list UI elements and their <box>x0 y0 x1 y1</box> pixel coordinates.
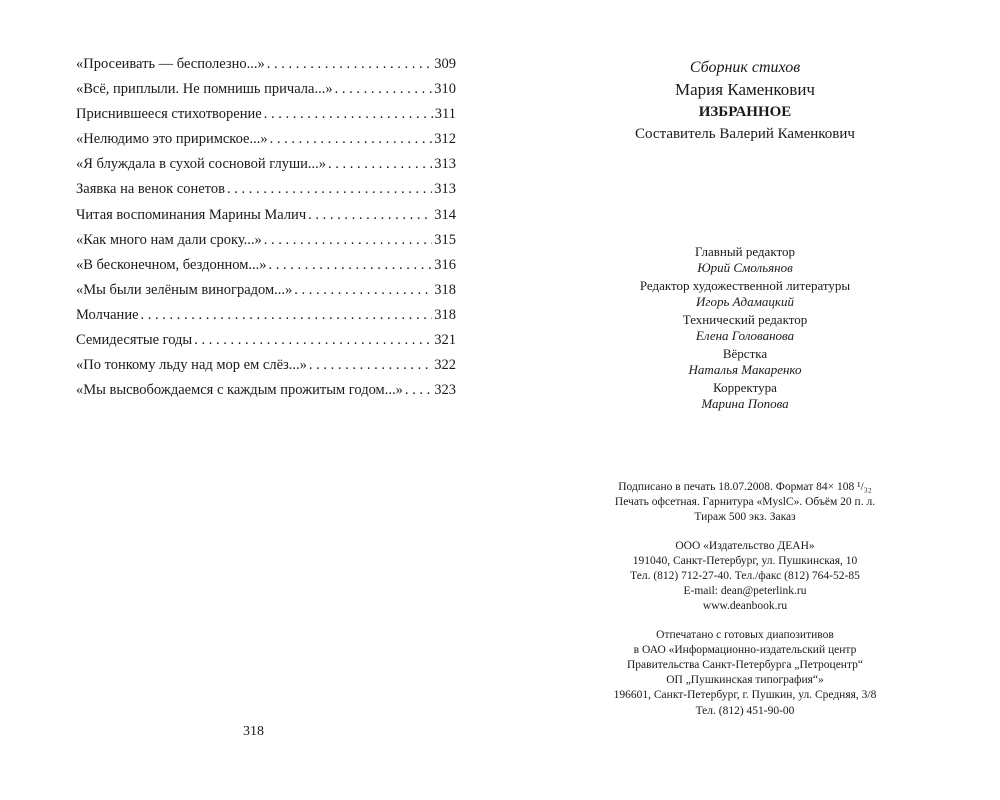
toc-entry <box>76 282 456 307</box>
toc-entry-page: 323 <box>434 382 456 399</box>
toc-entry <box>76 307 456 332</box>
dot-leader <box>194 332 432 349</box>
credit-entry <box>590 380 900 411</box>
toc-entry-title: Семидесятые годы <box>76 332 193 349</box>
toc-entry-page: 318 <box>434 306 456 323</box>
publisher-info <box>590 539 900 615</box>
toc-entry-title: «В бесконечном, бездонном...» <box>76 256 267 273</box>
table-of-contents <box>76 56 456 407</box>
toc-entry <box>76 131 456 156</box>
toc-entry <box>76 181 456 206</box>
toc-entry-title: Молчание <box>76 306 139 323</box>
toc-entry-title: «Мы были зелёным виноградом...» <box>76 281 293 298</box>
dot-leader <box>227 181 432 198</box>
dot-leader <box>308 207 432 224</box>
credit-entry <box>590 346 900 377</box>
toc-entry-page: 310 <box>434 81 456 98</box>
dot-leader <box>141 307 433 324</box>
toc-entry <box>76 56 456 81</box>
dot-leader <box>270 131 433 148</box>
toc-entry <box>76 156 456 181</box>
credit-entry <box>590 278 900 309</box>
toc-entry-page: 312 <box>434 131 456 148</box>
imprint-line: ОП „Пушкинская типография“» <box>666 674 824 687</box>
dot-leader <box>335 81 433 98</box>
credit-role: Редактор художественной литературы <box>639 278 851 293</box>
toc-entry <box>76 81 456 106</box>
imprint-line: Печать офсетная. Гарнитура «MyslC». Объём 20 п. л. <box>614 496 876 509</box>
credit-name: Наталья Макаренко <box>688 361 802 377</box>
toc-entry-title: «Я блуждала в сухой сосновой глуши...» <box>76 156 327 173</box>
dot-leader <box>269 257 433 274</box>
toc-entry-title: Читая воспоминания Марины Малич <box>76 206 307 223</box>
imprint-line: в ОАО «Информационно-издательский центр <box>633 643 857 656</box>
toc-entry <box>76 382 456 407</box>
toc-entry-page: 313 <box>434 181 456 198</box>
imprint-line: Тел. (812) 451-90-00 <box>695 704 795 717</box>
imprint-line: 191040, Санкт-Петербург, ул. Пушкинская, 10 <box>632 554 858 567</box>
toc-entry <box>76 207 456 232</box>
printer-info <box>590 628 900 719</box>
imprint-line: Тираж 500 экз. Заказ <box>694 511 796 524</box>
dot-leader <box>294 282 432 299</box>
credit-role: Технический редактор <box>682 312 808 327</box>
toc-entry-page: 314 <box>434 206 456 223</box>
credit-name: Юрий Смольянов <box>697 259 793 275</box>
imprint-line: 196601, Санкт-Петербург, г. Пушкин, ул. Средняя, 3/8 <box>613 689 877 702</box>
print-info <box>590 480 900 526</box>
imprint-line: Тел. (812) 712-27-40. Тел./факс (812) 764-52-85 <box>630 570 860 583</box>
credit-role: Главный редактор <box>695 244 795 259</box>
toc-entry-title: «Всё, приплыли. Не помнишь причала...» <box>76 81 333 98</box>
credit-name: Игорь Адамацкий <box>695 293 795 309</box>
toc-entry-page: 313 <box>434 156 456 173</box>
toc-entry-page: 318 <box>434 281 456 298</box>
imprint-line: E-mail: dean@peterlink.ru <box>683 585 807 598</box>
author-name: Мария Каменкович <box>675 80 815 99</box>
toc-entry-title: «Мы высвобождаемся с каждым прожитым годом...» <box>76 382 403 399</box>
toc-entry-page: 321 <box>434 332 456 349</box>
toc-entry-title: «По тонкому льду над мор ем слёз...» <box>76 357 307 374</box>
toc-entry-title: «Нелюдимо это приримское...» <box>76 131 268 148</box>
toc-entry-title: Заявка на венок сонетов <box>76 181 225 198</box>
toc-entry <box>76 232 456 257</box>
credit-entry <box>590 244 900 275</box>
imprint <box>590 480 900 732</box>
toc-entry <box>76 357 456 382</box>
dot-leader <box>309 357 432 374</box>
toc-entry-page: 315 <box>434 231 456 248</box>
dot-leader <box>267 56 432 73</box>
imprint-line: ООО «Издательство ДЕАН» <box>675 539 815 552</box>
imprint-line: Подписано в печать 18.07.2008. Формат 84× 108 ¹/₃₂ <box>618 481 872 493</box>
toc-entry-title: Приснившееся стихотворение <box>76 106 262 123</box>
toc-entry-page: 311 <box>434 106 456 123</box>
dot-leader <box>405 382 432 399</box>
imprint-line: Отпечатано с готовых диапозитивов <box>656 628 834 641</box>
credit-entry <box>590 312 900 343</box>
imprint-line: Правительства Санкт-Петербурга „Петроцентр“ <box>627 659 863 672</box>
credit-name: Марина Попова <box>701 395 789 411</box>
title-block <box>590 57 900 145</box>
toc-entry-page: 322 <box>434 357 456 374</box>
toc-entry <box>76 106 456 131</box>
series-title: Сборник стихов <box>689 59 801 76</box>
toc-entry <box>76 257 456 282</box>
toc-entry <box>76 332 456 357</box>
credit-role: Вёрстка <box>722 346 768 361</box>
credit-role: Корректура <box>713 380 777 395</box>
toc-entry-page: 309 <box>434 56 456 72</box>
toc-entry-title: «Просеивать — бесполезно...» <box>76 56 265 72</box>
credits <box>590 244 900 414</box>
imprint-line: www.deanbook.ru <box>702 600 788 613</box>
toc-entry-page: 316 <box>434 256 456 273</box>
compiler: Составитель Валерий Каменкович <box>635 126 855 142</box>
dot-leader <box>264 232 433 249</box>
dot-leader <box>264 106 433 123</box>
credit-name: Елена Голованова <box>695 327 795 343</box>
toc-entry-title: «Как много нам дали сроку...» <box>76 231 262 248</box>
page-number: 318 <box>243 724 264 739</box>
book-title: ИЗБРАННОЕ <box>698 104 792 120</box>
dot-leader <box>328 156 432 173</box>
